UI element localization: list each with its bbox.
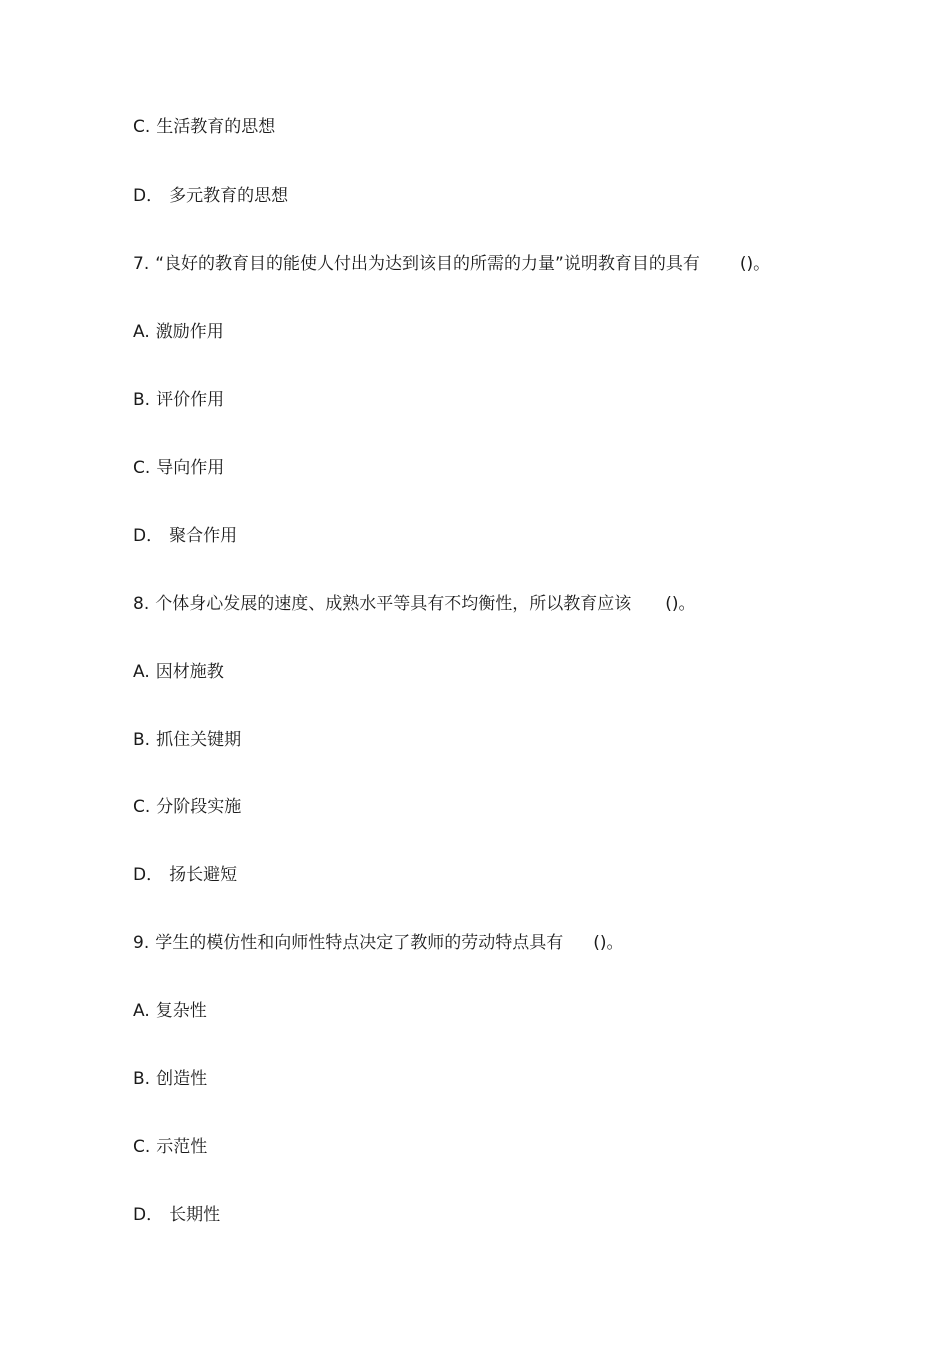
option-text: 导向作用: [156, 458, 225, 478]
answer-blank: ()。: [739, 254, 771, 274]
option-text: 生活教育的思想: [156, 117, 276, 137]
option-label: D．: [133, 1205, 164, 1225]
option-label: B.: [133, 1069, 151, 1089]
option-text: 长期性: [169, 1205, 221, 1225]
option-c-q9: [133, 1135, 207, 1159]
option-d-q9: [133, 1203, 220, 1227]
option-d-q6: [133, 184, 288, 208]
question-number: 9.: [133, 933, 150, 953]
option-label: D．: [133, 865, 164, 885]
option-label: C.: [133, 797, 151, 817]
option-a-q7: [133, 320, 224, 344]
option-label: A.: [133, 322, 150, 342]
option-text: 因材施教: [155, 662, 224, 682]
question-text: 学生的模仿性和向师性特点决定了教师的劳动特点具有: [155, 933, 564, 953]
option-label: A.: [133, 1001, 150, 1021]
option-a-q9: [133, 999, 207, 1023]
option-text: 扬长避短: [169, 865, 238, 885]
option-b-q9: [133, 1067, 207, 1091]
option-text: 聚合作用: [169, 526, 238, 546]
option-c-q6: [133, 115, 275, 139]
option-label: C.: [133, 117, 151, 137]
option-label: C.: [133, 458, 151, 478]
option-text: 多元教育的思想: [169, 186, 289, 206]
option-a-q8: [133, 660, 224, 684]
option-text: 评价作用: [156, 390, 225, 410]
answer-blank: ()。: [593, 933, 624, 953]
question-text: “良好的教育目的能使人付出为达到该目的所需的力量”说明教育目的具有: [155, 254, 700, 274]
question-number: 8.: [133, 594, 150, 614]
question-7: [133, 252, 770, 276]
answer-blank: ()。: [665, 594, 696, 614]
question-number: 7.: [133, 254, 150, 274]
option-d-q7: [133, 524, 237, 548]
option-text: 激励作用: [155, 322, 224, 342]
option-b-q7: [133, 388, 224, 412]
option-c-q8: [133, 795, 241, 819]
option-label: D．: [133, 526, 164, 546]
option-d-q8: [133, 863, 237, 887]
option-label: D．: [133, 186, 164, 206]
option-text: 复杂性: [155, 1001, 207, 1021]
question-text: 个体身心发展的速度、成熟水平等具有不均衡性，所以教育应该: [155, 594, 632, 614]
option-text: 示范性: [156, 1137, 208, 1157]
option-b-q8: [133, 728, 241, 752]
option-c-q7: [133, 456, 224, 480]
option-label: B.: [133, 730, 151, 750]
option-text: 分阶段实施: [156, 797, 242, 817]
question-8: [133, 592, 696, 616]
option-label: A.: [133, 662, 150, 682]
option-label: C.: [133, 1137, 151, 1157]
option-label: B.: [133, 390, 151, 410]
option-text: 创造性: [156, 1069, 208, 1089]
question-9: [133, 931, 624, 955]
option-text: 抓住关键期: [156, 730, 242, 750]
